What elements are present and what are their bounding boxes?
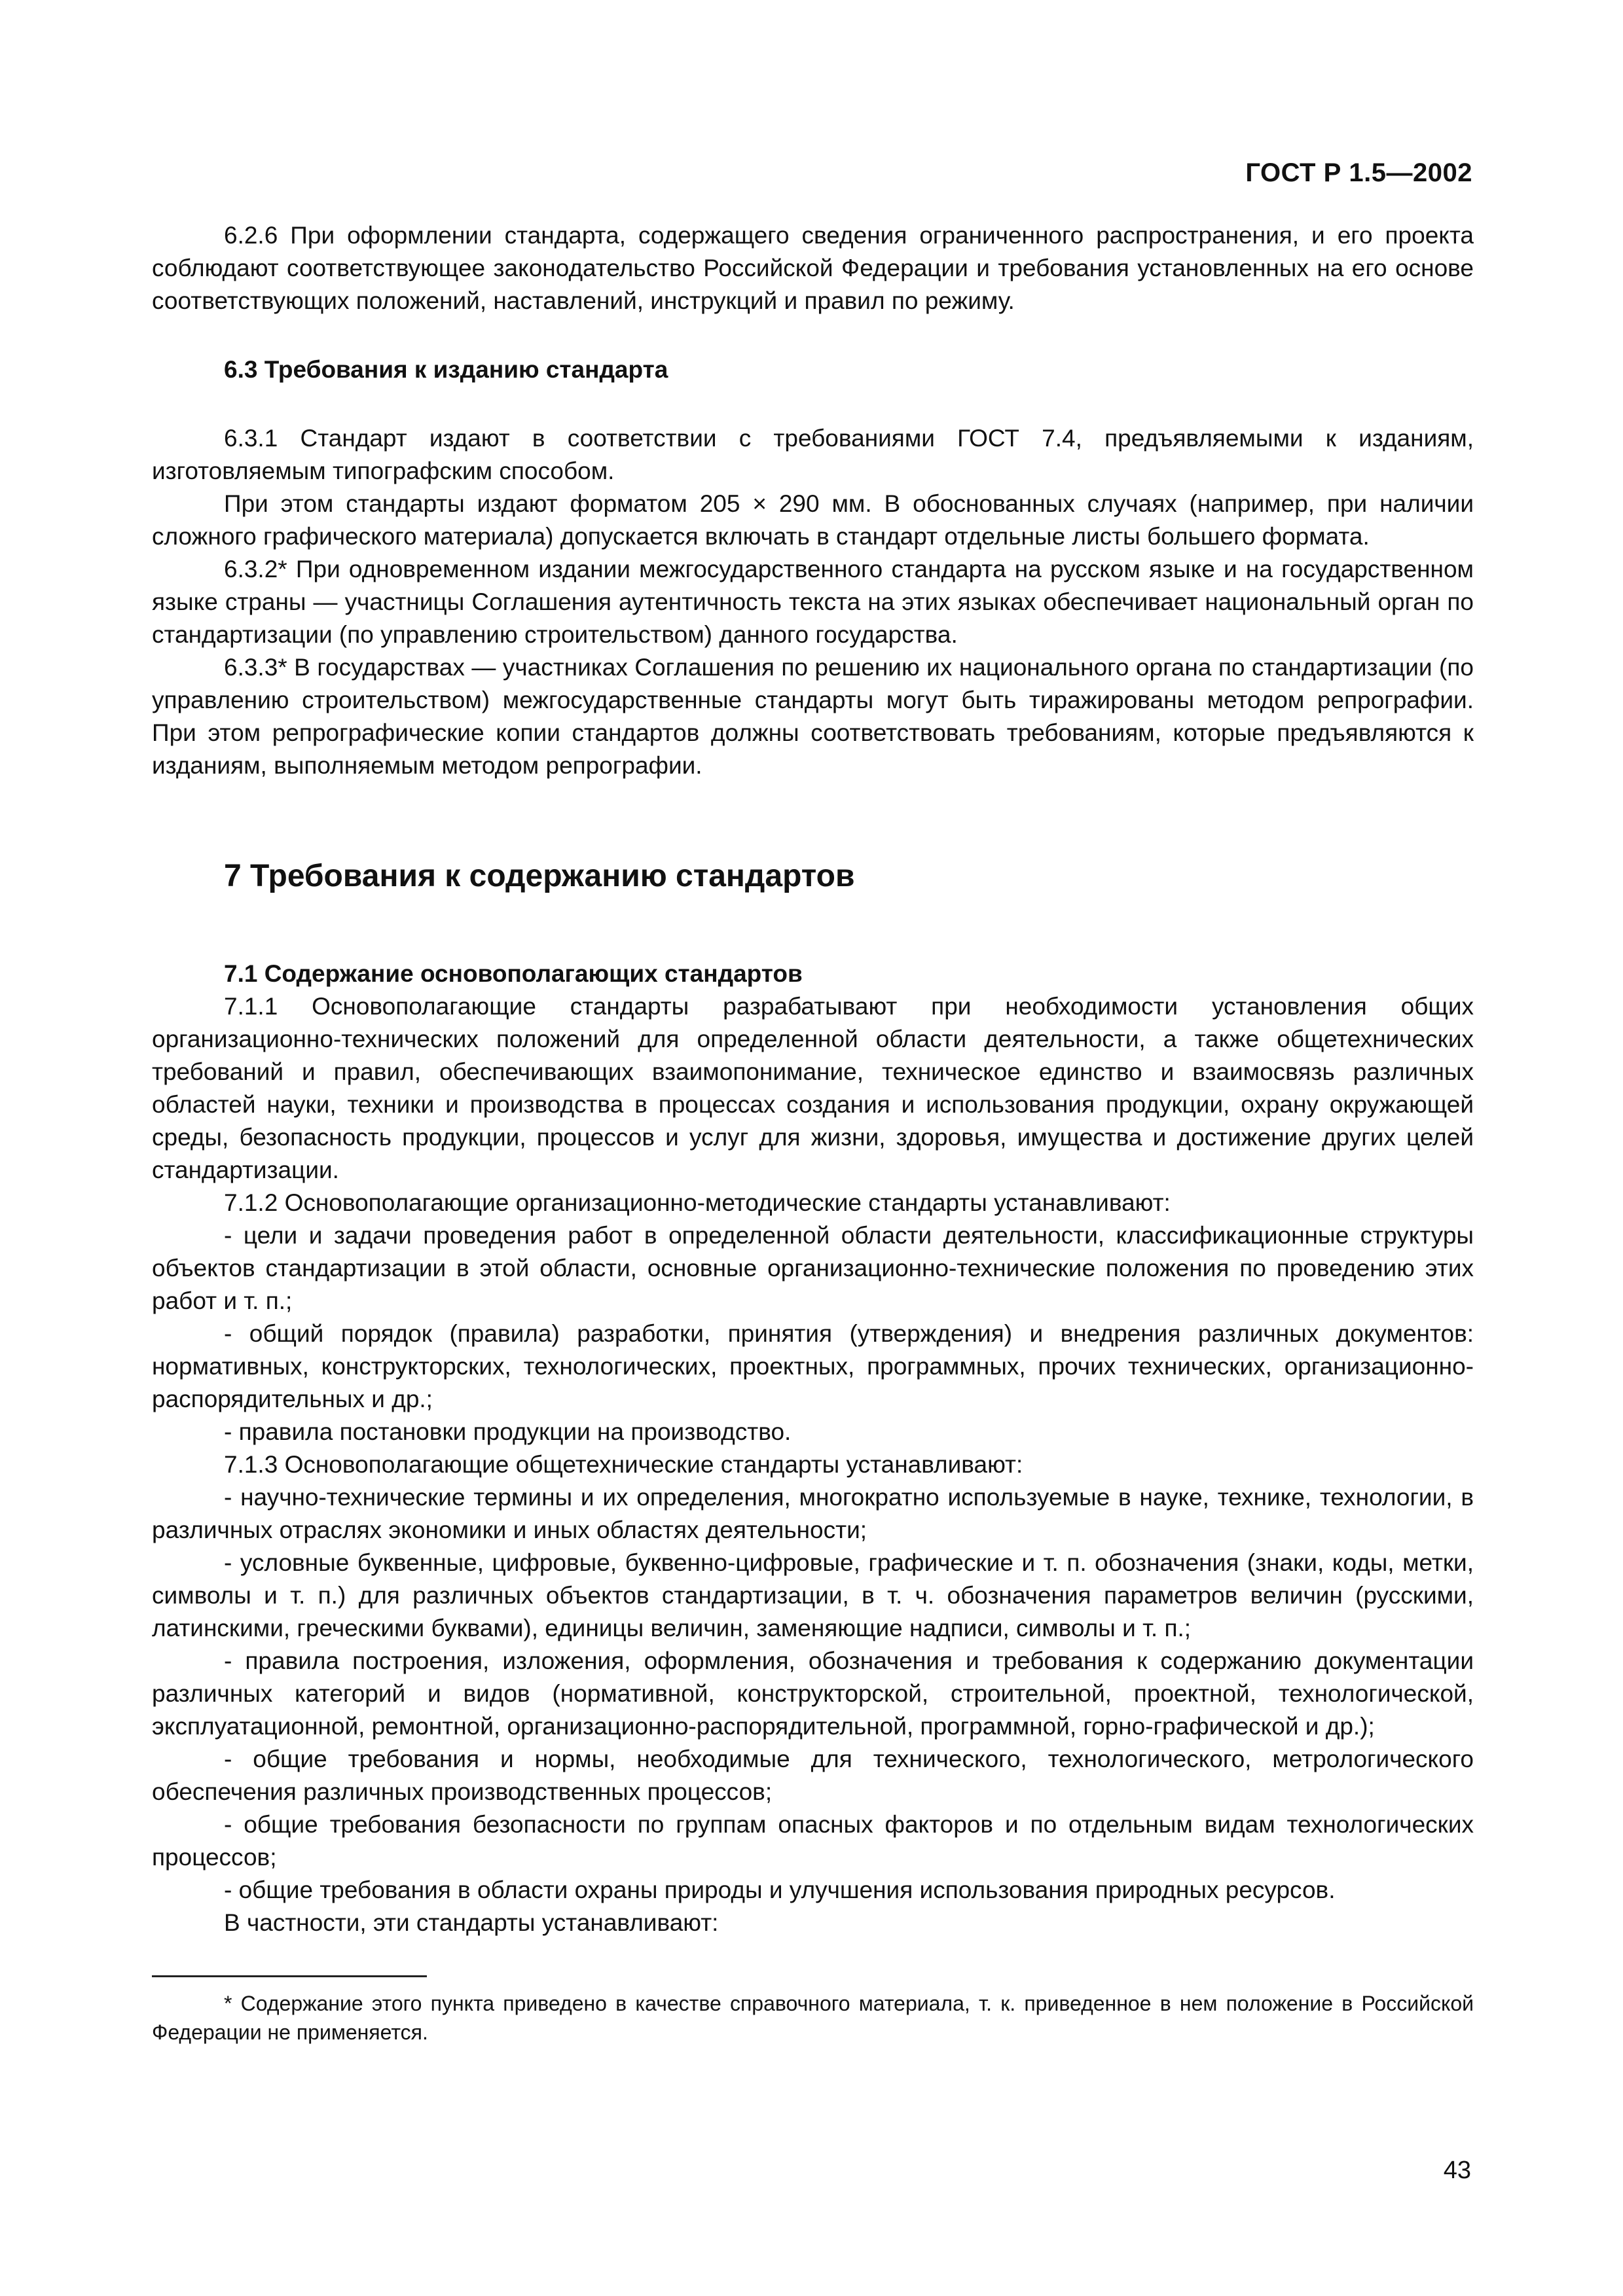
list-item-7-1-3-b: - условные буквенные, цифровые, буквенно-цифровые, графические и т. п. обозначения (знаки, коды, метки, символы и т. п.) для различных объектов стандартизации, в т. ч. обозначения параметров величин (русскими, латинскими, греческими буквами), единицы величин, заменяющие надписи, символы и т. п.; xyxy=(152,1549,1474,1641)
paragraph-6-2-6: 6.2.6 При оформлении стандарта, содержащего сведения ограниченного распространения, и его проекта соблюдают соответствующее законодательство Российской Федерации и требования установленных на его основе соответствующих положений, наставлений, инструкций и правил по режиму. xyxy=(152,222,1474,314)
paragraph-6-3-1-format: При этом стандарты издают форматом 205 × 290 мм. В обоснованных случаях (например, при наличии сложного графического материала) допускается включать в стандарт отдельные листы большего формата. xyxy=(152,490,1474,550)
list-item-7-1-3-a: - научно-технические термины и их определения, многократно используемые в науке, технике, технологии, в различных отраслях экономики и иных областях деятельности; xyxy=(152,1484,1474,1543)
page-number: 43 xyxy=(1443,2157,1471,2184)
heading-7-1: 7.1 Содержание основополагающих стандартов xyxy=(224,960,803,987)
list-item-7-1-2-b: - общий порядок (правила) разработки, принятия (утверждения) и внедрения различных документов: нормативных, конструкторских, технологических, проектных, программных, прочих технических, организационно-распорядительных и др.; xyxy=(152,1320,1474,1412)
paragraph-7-1-3: 7.1.3 Основополагающие общетехнические стандарты устанавливают: xyxy=(224,1451,1023,1478)
document-content xyxy=(152,219,1474,2047)
list-item-7-1-3-e: - общие требования безопасности по группам опасных факторов и по отдельным видам технологических процессов; xyxy=(152,1811,1474,1871)
paragraph-6-3-1-intro: 6.3.1 Стандарт издают в соответствии с требованиями ГОСТ 7.4, предъявляемыми к изданиям, изготовляемым типографским способом. xyxy=(152,425,1474,484)
paragraph-6-3-3: 6.3.3* В государствах — участниках Соглашения по решению их национального органа по стандартизации (по управлению строительством) межгосударственные стандарты могут быть тиражированы методом репрографии. При этом репрографические копии стандартов должны соответствовать требованиям, которые предъявляются к изданиям, выполняемым методом репрографии. xyxy=(152,654,1474,779)
list-item-7-1-3-d: - общие требования и нормы, необходимые для технического, технологического, метрологического обеспечения различных производственных процессов; xyxy=(152,1746,1474,1805)
paragraph-in-particular: В частности, эти стандарты устанавливают: xyxy=(224,1909,719,1936)
paragraph-7-1-1: 7.1.1 Основополагающие стандарты разрабатывают при необходимости установления общих организационно-технических положений для определенной области деятельности, а также общетехнических требований и правил, обеспечивающих взаимопонимание, техническое единство и взаимосвязь различных областей науки, техники и производства в процессах создания и использования продукции, охрану окружающей среды, безопасность продукции, процессов и услуг для жизни, здоровья, имущества и достижение других целей стандартизации. xyxy=(152,993,1474,1183)
paragraph-6-3-2: 6.3.2* При одновременном издании межгосударственного стандарта на русском языке и на государственном языке страны — участницы Соглашения аутентичность текста на этих языках обеспечивает национальный орган по стандартизации (по управлению строительством) данного государства. xyxy=(152,556,1474,648)
heading-6-3: 6.3 Требования к изданию стандарта xyxy=(224,356,668,383)
list-item-7-1-2-a: - цели и задачи проведения работ в определенной области деятельности, классификационные структуры объектов стандартизации в этой области, основные организационно-технические положения по проведению этих работ и т. п.; xyxy=(152,1222,1474,1314)
list-item-7-1-3-f: - общие требования в области охраны природы и улучшения использования природных ресурсов. xyxy=(224,1876,1336,1903)
list-item-7-1-2-c: - правила постановки продукции на производство. xyxy=(224,1418,792,1445)
footnote-block xyxy=(152,1975,1474,2047)
list-item-7-1-3-c: - правила построения, изложения, оформления, обозначения и требования к содержанию документации различных категорий и видов (нормативной, конструкторской, строительной, проектной, технологической, эксплуатационной, ремонтной, организационно-распорядительной, программной, горно-графической и др.); xyxy=(152,1647,1474,1740)
paragraph-7-1-2: 7.1.2 Основополагающие организационно-методические стандарты устанавливают: xyxy=(224,1189,1171,1216)
footnote-rule xyxy=(152,1975,427,1977)
footnote-text: * Содержание этого пункта приведено в качестве справочного материала, т. к. приведенное в нем положение в Российской Федерации не применяется. xyxy=(152,1992,1474,2044)
doc-code-header: ГОСТ Р 1.5—2002 xyxy=(1245,158,1472,187)
section-7-heading: 7 Требования к содержанию стандартов xyxy=(224,859,855,893)
